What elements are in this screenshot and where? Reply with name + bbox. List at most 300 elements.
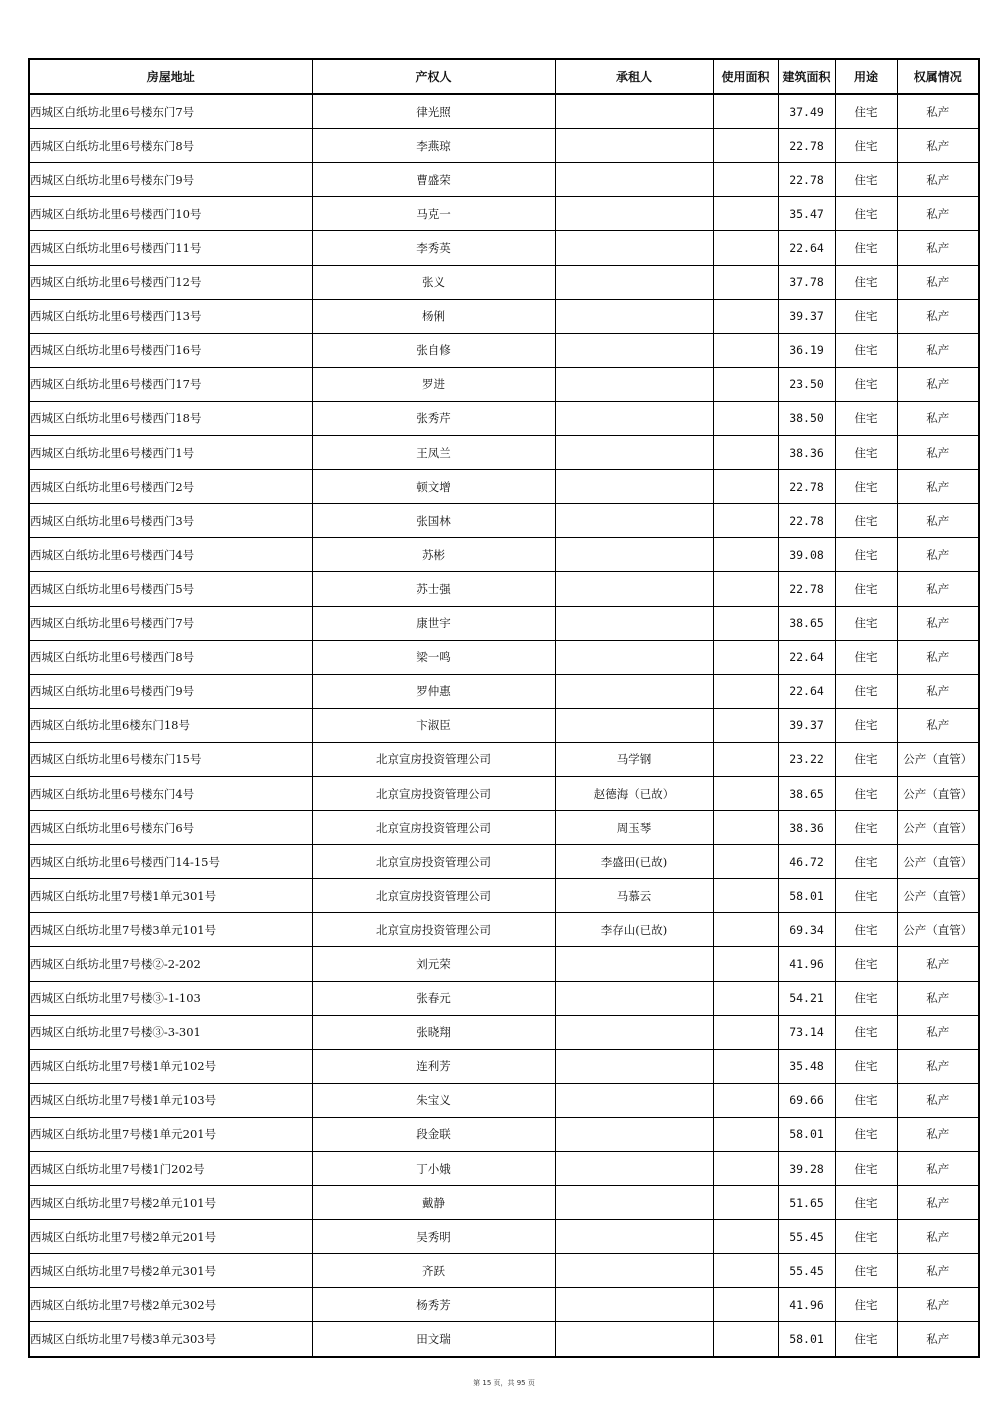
use-area-cell	[713, 606, 778, 640]
owner-cell: 朱宝义	[312, 1083, 555, 1117]
rights-cell: 公产（直管）	[897, 845, 979, 879]
header-rights: 权属情况	[897, 59, 979, 94]
rights-cell: 私产	[897, 572, 979, 606]
use-area-cell	[713, 1220, 778, 1254]
owner-cell: 杨秀芳	[312, 1288, 555, 1322]
address-cell: 西城区白纸坊北里6号楼东门8号	[29, 129, 312, 163]
owner-cell: 戴静	[312, 1186, 555, 1220]
usage-cell: 住宅	[835, 879, 897, 913]
table-row	[29, 742, 979, 776]
tenant-cell: 赵德海（已故）	[555, 776, 713, 810]
build-area-cell: 58.01	[778, 879, 835, 913]
owner-cell: 罗仲惠	[312, 674, 555, 708]
table-row	[29, 1322, 979, 1357]
header-usage: 用途	[835, 59, 897, 94]
use-area-cell	[713, 572, 778, 606]
build-area-cell: 39.37	[778, 299, 835, 333]
use-area-cell	[713, 231, 778, 265]
tenant-cell	[555, 504, 713, 538]
address-cell: 西城区白纸坊北里7号楼2单元302号	[29, 1288, 312, 1322]
usage-cell: 住宅	[835, 913, 897, 947]
table-row	[29, 1049, 979, 1083]
use-area-cell	[713, 1322, 778, 1357]
usage-cell: 住宅	[835, 299, 897, 333]
table-row	[29, 674, 979, 708]
address-cell: 西城区白纸坊北里6号楼东门7号	[29, 94, 312, 129]
rights-cell: 私产	[897, 1254, 979, 1288]
usage-cell: 住宅	[835, 470, 897, 504]
rights-cell: 私产	[897, 231, 979, 265]
table-row	[29, 163, 979, 197]
header-tenant: 承租人	[555, 59, 713, 94]
tenant-cell	[555, 265, 713, 299]
address-cell: 西城区白纸坊北里6号楼西门16号	[29, 333, 312, 367]
table-row	[29, 947, 979, 981]
address-cell: 西城区白纸坊北里7号楼2单元101号	[29, 1186, 312, 1220]
owner-cell: 张自修	[312, 333, 555, 367]
tenant-cell	[555, 1117, 713, 1151]
use-area-cell	[713, 1186, 778, 1220]
use-area-cell	[713, 913, 778, 947]
rights-cell: 私产	[897, 401, 979, 435]
usage-cell: 住宅	[835, 606, 897, 640]
table-row	[29, 231, 979, 265]
property-table	[28, 58, 980, 1358]
build-area-cell: 22.64	[778, 231, 835, 265]
usage-cell: 住宅	[835, 674, 897, 708]
use-area-cell	[713, 879, 778, 913]
rights-cell: 公产（直管）	[897, 776, 979, 810]
tenant-cell	[555, 367, 713, 401]
usage-cell: 住宅	[835, 367, 897, 401]
address-cell: 西城区白纸坊北里6号楼西门4号	[29, 538, 312, 572]
table-row	[29, 1015, 979, 1049]
use-area-cell	[713, 1083, 778, 1117]
use-area-cell	[713, 845, 778, 879]
table-row	[29, 776, 979, 810]
use-area-cell	[713, 265, 778, 299]
table-row	[29, 811, 979, 845]
table-row	[29, 265, 979, 299]
address-cell: 西城区白纸坊北里6号楼东门6号	[29, 811, 312, 845]
table-row	[29, 538, 979, 572]
table-row	[29, 1186, 979, 1220]
rights-cell: 私产	[897, 981, 979, 1015]
tenant-cell	[555, 1186, 713, 1220]
tenant-cell	[555, 708, 713, 742]
table-row	[29, 1254, 979, 1288]
tenant-cell	[555, 1220, 713, 1254]
build-area-cell: 54.21	[778, 981, 835, 1015]
tenant-cell	[555, 538, 713, 572]
build-area-cell: 23.50	[778, 367, 835, 401]
build-area-cell: 39.28	[778, 1152, 835, 1186]
use-area-cell	[713, 708, 778, 742]
owner-cell: 梁一鸣	[312, 640, 555, 674]
usage-cell: 住宅	[835, 640, 897, 674]
usage-cell: 住宅	[835, 1220, 897, 1254]
address-cell: 西城区白纸坊北里7号楼3单元303号	[29, 1322, 312, 1357]
tenant-cell	[555, 1049, 713, 1083]
tenant-cell: 马学钢	[555, 742, 713, 776]
address-cell: 西城区白纸坊北里7号楼3单元101号	[29, 913, 312, 947]
use-area-cell	[713, 1117, 778, 1151]
address-cell: 西城区白纸坊北里6号楼西门11号	[29, 231, 312, 265]
table-row	[29, 981, 979, 1015]
build-area-cell: 38.65	[778, 776, 835, 810]
table-row	[29, 572, 979, 606]
rights-cell: 私产	[897, 197, 979, 231]
table-row	[29, 879, 979, 913]
tenant-cell: 马慕云	[555, 879, 713, 913]
build-area-cell: 58.01	[778, 1322, 835, 1357]
header-use-area: 使用面积	[713, 59, 778, 94]
usage-cell: 住宅	[835, 1254, 897, 1288]
build-area-cell: 35.47	[778, 197, 835, 231]
address-cell: 西城区白纸坊北里6号楼东门9号	[29, 163, 312, 197]
tenant-cell	[555, 401, 713, 435]
owner-cell: 王凤兰	[312, 436, 555, 470]
rights-cell: 公产（直管）	[897, 913, 979, 947]
address-cell: 西城区白纸坊北里6号楼西门7号	[29, 606, 312, 640]
address-cell: 西城区白纸坊北里6号楼西门10号	[29, 197, 312, 231]
build-area-cell: 36.19	[778, 333, 835, 367]
table-row	[29, 845, 979, 879]
rights-cell: 私产	[897, 1220, 979, 1254]
owner-cell: 连利芳	[312, 1049, 555, 1083]
table-row	[29, 1288, 979, 1322]
tenant-cell	[555, 1322, 713, 1357]
owner-cell: 杨俐	[312, 299, 555, 333]
build-area-cell: 38.50	[778, 401, 835, 435]
tenant-cell: 李存山(已故)	[555, 913, 713, 947]
usage-cell: 住宅	[835, 333, 897, 367]
rights-cell: 私产	[897, 333, 979, 367]
rights-cell: 私产	[897, 1015, 979, 1049]
address-cell: 西城区白纸坊北里7号楼③-3-301	[29, 1015, 312, 1049]
owner-cell: 曹盛荣	[312, 163, 555, 197]
address-cell: 西城区白纸坊北里6号楼西门2号	[29, 470, 312, 504]
usage-cell: 住宅	[835, 776, 897, 810]
usage-cell: 住宅	[835, 1288, 897, 1322]
build-area-cell: 39.37	[778, 708, 835, 742]
address-cell: 西城区白纸坊北里6号楼西门3号	[29, 504, 312, 538]
address-cell: 西城区白纸坊北里7号楼1单元201号	[29, 1117, 312, 1151]
use-area-cell	[713, 1049, 778, 1083]
usage-cell: 住宅	[835, 94, 897, 129]
rights-cell: 私产	[897, 1288, 979, 1322]
usage-cell: 住宅	[835, 1049, 897, 1083]
build-area-cell: 37.49	[778, 94, 835, 129]
use-area-cell	[713, 981, 778, 1015]
address-cell: 西城区白纸坊北里7号楼③-1-103	[29, 981, 312, 1015]
tenant-cell: 周玉琴	[555, 811, 713, 845]
rights-cell: 私产	[897, 1083, 979, 1117]
tenant-cell	[555, 1152, 713, 1186]
tenant-cell	[555, 470, 713, 504]
owner-cell: 张秀芹	[312, 401, 555, 435]
usage-cell: 住宅	[835, 708, 897, 742]
tenant-cell	[555, 606, 713, 640]
table-row	[29, 470, 979, 504]
tenant-cell	[555, 129, 713, 163]
table-row	[29, 333, 979, 367]
use-area-cell	[713, 163, 778, 197]
build-area-cell: 58.01	[778, 1117, 835, 1151]
build-area-cell: 41.96	[778, 1288, 835, 1322]
address-cell: 西城区白纸坊北里7号楼1门202号	[29, 1152, 312, 1186]
use-area-cell	[713, 470, 778, 504]
tenant-cell	[555, 640, 713, 674]
rights-cell: 私产	[897, 708, 979, 742]
rights-cell: 私产	[897, 1049, 979, 1083]
rights-cell: 私产	[897, 163, 979, 197]
use-area-cell	[713, 776, 778, 810]
address-cell: 西城区白纸坊北里7号楼2单元201号	[29, 1220, 312, 1254]
table-row	[29, 913, 979, 947]
build-area-cell: 69.34	[778, 913, 835, 947]
tenant-cell	[555, 674, 713, 708]
address-cell: 西城区白纸坊北里6号楼西门5号	[29, 572, 312, 606]
rights-cell: 私产	[897, 674, 979, 708]
table-row	[29, 129, 979, 163]
rights-cell: 私产	[897, 436, 979, 470]
usage-cell: 住宅	[835, 1015, 897, 1049]
tenant-cell	[555, 299, 713, 333]
owner-cell: 罗进	[312, 367, 555, 401]
build-area-cell: 22.78	[778, 572, 835, 606]
owner-cell: 律光照	[312, 94, 555, 129]
rights-cell: 私产	[897, 504, 979, 538]
table-row	[29, 94, 979, 129]
tenant-cell: 李盛田(已故)	[555, 845, 713, 879]
header-row	[29, 59, 979, 94]
tenant-cell	[555, 163, 713, 197]
table-row	[29, 504, 979, 538]
table-row	[29, 436, 979, 470]
table-row	[29, 1083, 979, 1117]
owner-cell: 田文瑞	[312, 1322, 555, 1357]
build-area-cell: 22.78	[778, 470, 835, 504]
rights-cell: 私产	[897, 606, 979, 640]
address-cell: 西城区白纸坊北里7号楼2单元301号	[29, 1254, 312, 1288]
usage-cell: 住宅	[835, 811, 897, 845]
build-area-cell: 38.65	[778, 606, 835, 640]
use-area-cell	[713, 94, 778, 129]
address-cell: 西城区白纸坊北里6号楼西门18号	[29, 401, 312, 435]
owner-cell: 顿文增	[312, 470, 555, 504]
rights-cell: 私产	[897, 947, 979, 981]
build-area-cell: 46.72	[778, 845, 835, 879]
usage-cell: 住宅	[835, 1083, 897, 1117]
tenant-cell	[555, 333, 713, 367]
build-area-cell: 51.65	[778, 1186, 835, 1220]
tenant-cell	[555, 231, 713, 265]
owner-cell: 张义	[312, 265, 555, 299]
address-cell: 西城区白纸坊北里7号楼②-2-202	[29, 947, 312, 981]
use-area-cell	[713, 538, 778, 572]
tenant-cell	[555, 1288, 713, 1322]
owner-cell: 北京宣房投资管理公司	[312, 845, 555, 879]
page-number: 第 15 页，共 95 页	[473, 1379, 535, 1387]
owner-cell: 张晓翔	[312, 1015, 555, 1049]
usage-cell: 住宅	[835, 129, 897, 163]
use-area-cell	[713, 129, 778, 163]
use-area-cell	[713, 811, 778, 845]
use-area-cell	[713, 947, 778, 981]
usage-cell: 住宅	[835, 947, 897, 981]
usage-cell: 住宅	[835, 197, 897, 231]
tenant-cell	[555, 1083, 713, 1117]
use-area-cell	[713, 333, 778, 367]
owner-cell: 刘元荣	[312, 947, 555, 981]
use-area-cell	[713, 401, 778, 435]
table-row	[29, 401, 979, 435]
rights-cell: 公产（直管）	[897, 811, 979, 845]
owner-cell: 北京宣房投资管理公司	[312, 879, 555, 913]
usage-cell: 住宅	[835, 163, 897, 197]
owner-cell: 康世宇	[312, 606, 555, 640]
header-build-area: 建筑面积	[778, 59, 835, 94]
address-cell: 西城区白纸坊北里6号楼西门14-15号	[29, 845, 312, 879]
rights-cell: 私产	[897, 367, 979, 401]
rights-cell: 私产	[897, 299, 979, 333]
owner-cell: 北京宣房投资管理公司	[312, 742, 555, 776]
address-cell: 西城区白纸坊北里7号楼1单元301号	[29, 879, 312, 913]
table-row	[29, 640, 979, 674]
tenant-cell	[555, 572, 713, 606]
table-row	[29, 367, 979, 401]
table-row	[29, 606, 979, 640]
rights-cell: 公产（直管）	[897, 879, 979, 913]
use-area-cell	[713, 1152, 778, 1186]
address-cell: 西城区白纸坊北里6号楼西门13号	[29, 299, 312, 333]
address-cell: 西城区白纸坊北里6号楼西门17号	[29, 367, 312, 401]
usage-cell: 住宅	[835, 1117, 897, 1151]
address-cell: 西城区白纸坊北里6号楼东门15号	[29, 742, 312, 776]
tenant-cell	[555, 1254, 713, 1288]
address-cell: 西城区白纸坊北里7号楼1单元102号	[29, 1049, 312, 1083]
build-area-cell: 35.48	[778, 1049, 835, 1083]
build-area-cell: 41.96	[778, 947, 835, 981]
address-cell: 西城区白纸坊北里6号楼西门1号	[29, 436, 312, 470]
build-area-cell: 37.78	[778, 265, 835, 299]
owner-cell: 张国林	[312, 504, 555, 538]
owner-cell: 北京宣房投资管理公司	[312, 913, 555, 947]
use-area-cell	[713, 1015, 778, 1049]
owner-cell: 张春元	[312, 981, 555, 1015]
rights-cell: 私产	[897, 1117, 979, 1151]
rights-cell: 私产	[897, 129, 979, 163]
build-area-cell: 38.36	[778, 811, 835, 845]
rights-cell: 私产	[897, 265, 979, 299]
build-area-cell: 69.66	[778, 1083, 835, 1117]
address-cell: 西城区白纸坊北里6号楼西门12号	[29, 265, 312, 299]
table-row	[29, 708, 979, 742]
usage-cell: 住宅	[835, 742, 897, 776]
owner-cell: 吴秀明	[312, 1220, 555, 1254]
header-owner: 产权人	[312, 59, 555, 94]
tenant-cell	[555, 436, 713, 470]
owner-cell: 苏士强	[312, 572, 555, 606]
build-area-cell: 22.64	[778, 640, 835, 674]
usage-cell: 住宅	[835, 845, 897, 879]
usage-cell: 住宅	[835, 504, 897, 538]
build-area-cell: 55.45	[778, 1220, 835, 1254]
tenant-cell	[555, 197, 713, 231]
build-area-cell: 22.78	[778, 129, 835, 163]
tenant-cell	[555, 1015, 713, 1049]
build-area-cell: 22.78	[778, 504, 835, 538]
table-row	[29, 299, 979, 333]
rights-cell: 私产	[897, 1186, 979, 1220]
usage-cell: 住宅	[835, 401, 897, 435]
use-area-cell	[713, 1288, 778, 1322]
rights-cell: 私产	[897, 538, 979, 572]
rights-cell: 私产	[897, 94, 979, 129]
rights-cell: 私产	[897, 1152, 979, 1186]
tenant-cell	[555, 981, 713, 1015]
owner-cell: 李燕琼	[312, 129, 555, 163]
owner-cell: 段金联	[312, 1117, 555, 1151]
owner-cell: 北京宣房投资管理公司	[312, 811, 555, 845]
table-row	[29, 1220, 979, 1254]
owner-cell: 北京宣房投资管理公司	[312, 776, 555, 810]
tenant-cell	[555, 947, 713, 981]
address-cell: 西城区白纸坊北里7号楼1单元103号	[29, 1083, 312, 1117]
use-area-cell	[713, 640, 778, 674]
build-area-cell: 22.64	[778, 674, 835, 708]
build-area-cell: 38.36	[778, 436, 835, 470]
use-area-cell	[713, 504, 778, 538]
usage-cell: 住宅	[835, 572, 897, 606]
build-area-cell: 73.14	[778, 1015, 835, 1049]
address-cell: 西城区白纸坊北里6号楼西门8号	[29, 640, 312, 674]
use-area-cell	[713, 367, 778, 401]
header-address: 房屋地址	[29, 59, 312, 94]
rights-cell: 公产（直管）	[897, 742, 979, 776]
build-area-cell: 55.45	[778, 1254, 835, 1288]
build-area-cell: 39.08	[778, 538, 835, 572]
address-cell: 西城区白纸坊北里6号楼东门4号	[29, 776, 312, 810]
rights-cell: 私产	[897, 1322, 979, 1357]
use-area-cell	[713, 299, 778, 333]
rights-cell: 私产	[897, 470, 979, 504]
usage-cell: 住宅	[835, 538, 897, 572]
owner-cell: 丁小娥	[312, 1152, 555, 1186]
owner-cell: 卞淑臣	[312, 708, 555, 742]
rights-cell: 私产	[897, 640, 979, 674]
address-cell: 西城区白纸坊北里6号楼西门9号	[29, 674, 312, 708]
owner-cell: 苏彬	[312, 538, 555, 572]
tenant-cell	[555, 94, 713, 129]
usage-cell: 住宅	[835, 1152, 897, 1186]
use-area-cell	[713, 197, 778, 231]
use-area-cell	[713, 436, 778, 470]
usage-cell: 住宅	[835, 1186, 897, 1220]
owner-cell: 齐跃	[312, 1254, 555, 1288]
use-area-cell	[713, 742, 778, 776]
usage-cell: 住宅	[835, 265, 897, 299]
usage-cell: 住宅	[835, 981, 897, 1015]
usage-cell: 住宅	[835, 231, 897, 265]
address-cell: 西城区白纸坊北里6楼东门18号	[29, 708, 312, 742]
use-area-cell	[713, 1254, 778, 1288]
table-row	[29, 1152, 979, 1186]
usage-cell: 住宅	[835, 436, 897, 470]
owner-cell: 李秀英	[312, 231, 555, 265]
usage-cell: 住宅	[835, 1322, 897, 1357]
